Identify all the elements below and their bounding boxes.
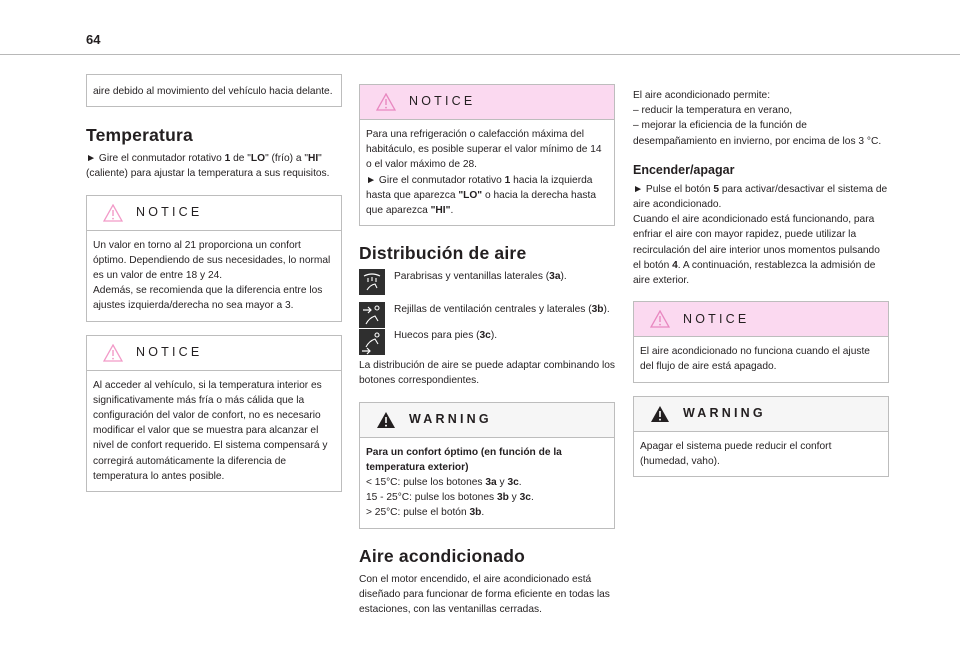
notice-text: El aire acondicionado no funciona cuando el ajuste del flujo de aire está apagado. bbox=[640, 346, 870, 373]
column-2 bbox=[359, 84, 615, 617]
caution-triangle-icon bbox=[376, 93, 396, 111]
caution-triangle-icon bbox=[650, 310, 670, 328]
caution-triangle-icon bbox=[103, 344, 123, 362]
notice-text: Para una refrigeración o calefacción máxima del habitáculo, es posible superar el valor mínimo de 14 o el valor máximo de 28. bbox=[366, 129, 602, 171]
ac-intro: El aire acondicionado permite: bbox=[633, 90, 771, 101]
notice-text: Al acceder al vehículo, si la temperatura interior es significativamente más fría o más cálida que la configuración del valor de confort, no es necesario modificar el valor que se muestra para alcanzar el nivel de confort requerido. El sistema compensará y corregirá automáticamente la diferencia de temperatura lo antes posible. bbox=[93, 379, 328, 482]
warning-box-off bbox=[633, 396, 889, 477]
warning-box-comfort bbox=[359, 402, 615, 529]
header-rule bbox=[0, 54, 960, 55]
warning-title: WARNING bbox=[409, 412, 492, 427]
continued-text: aire debido al movimiento del vehículo hacia delante. bbox=[93, 86, 333, 97]
notice-text: Además, se recomienda que la diferencia entre los ajustes izquierda/derecha no sea mayor a 3. bbox=[93, 285, 323, 312]
section-heading-distribucion: Distribución de aire bbox=[359, 243, 527, 264]
ac-bullet: – mejorar la eficiencia de la función de desempañamiento en invierno, por encima de los 3 °C. bbox=[633, 120, 882, 147]
notice-header bbox=[360, 85, 614, 120]
page-number: 64 bbox=[86, 32, 101, 47]
air-item-feet bbox=[359, 321, 615, 355]
column-1 bbox=[86, 74, 342, 492]
notice-header bbox=[634, 302, 888, 337]
air-item-text: Parabrisas y ventanillas laterales (3a). bbox=[394, 271, 567, 283]
air-distribution-note: La distribución de aire se puede adaptar combinando los botones correspondientes. bbox=[359, 360, 615, 387]
warning-text: Apagar el sistema puede reducir el confort (humedad, vaho). bbox=[640, 440, 832, 467]
notice-box-airflow bbox=[633, 301, 889, 382]
continued-text-box bbox=[86, 74, 342, 107]
windscreen-vent-icon bbox=[359, 269, 385, 295]
notice-box-max bbox=[359, 84, 615, 226]
foot-vent-icon bbox=[359, 329, 385, 355]
onoff-instruction: ► Pulse el botón 5 para activar/desactivar el sistema de aire acondicionado. bbox=[633, 183, 888, 211]
face-vent-icon bbox=[359, 302, 385, 328]
section-heading-temperatura: Temperatura bbox=[86, 125, 193, 146]
notice-title: NOTICE bbox=[136, 205, 203, 219]
warning-title: WARNING bbox=[683, 406, 766, 421]
air-item-text: Rejillas de ventilación centrales y laterales (3b). bbox=[394, 304, 610, 316]
notice-header bbox=[87, 336, 341, 371]
notice-box-entry bbox=[86, 335, 342, 492]
notice-box-comfort bbox=[86, 195, 342, 322]
caution-triangle-icon bbox=[103, 204, 123, 222]
warning-row: 15 - 25°C: pulse los botones 3b y 3c. bbox=[366, 492, 534, 504]
warning-triangle-icon bbox=[650, 405, 670, 423]
warning-intro: Para un confort óptimo (en función de la temperatura exterior) bbox=[366, 446, 562, 473]
notice-title: NOTICE bbox=[136, 345, 203, 360]
column-3 bbox=[633, 88, 889, 477]
notice-instruction: ► Gire el conmutador rotativo 1 hacia la izquierda hasta que aparezca "LO" o hacia la derecha hasta que aparezca "HI". bbox=[366, 174, 596, 217]
notice-header bbox=[87, 196, 341, 231]
air-item-windscreen bbox=[359, 269, 615, 295]
warning-triangle-icon bbox=[376, 411, 396, 429]
ac-bullet: – reducir la temperatura en verano, bbox=[633, 105, 793, 117]
warning-header bbox=[634, 397, 888, 432]
recirculation-text: Cuando el aire acondicionado está funcionando, para enfriar el aire con mayor rapidez, puede utilizar la recirculación del aire interior unos momentos pulsando el botón 4. A continuación, restablezca la admisión de aire exterior. bbox=[633, 214, 880, 287]
section-heading-aire-acondicionado: Aire acondicionado bbox=[359, 545, 525, 566]
temperature-instruction: ► Gire el conmutador rotativo 1 de "LO" (frío) a "HI" (caliente) para ajustar la temperatura a sus requisitos. bbox=[86, 153, 330, 180]
warning-row: < 15°C: pulse los botones 3a y 3c. bbox=[366, 477, 522, 489]
notice-title: NOTICE bbox=[409, 94, 476, 109]
ac-description: Con el motor encendido, el aire acondicionado está diseñado para funcionar de forma eficiente en todas las estaciones, con las ventanillas cerradas. bbox=[359, 573, 610, 616]
notice-title: NOTICE bbox=[683, 311, 750, 326]
warning-row: > 25°C: pulse el botón 3b. bbox=[366, 507, 485, 519]
air-item-text: Huecos para pies (3c). bbox=[394, 330, 498, 342]
warning-header bbox=[360, 403, 614, 438]
subheading-encender-apagar: Encender/apagar bbox=[633, 162, 735, 177]
notice-text: Un valor en torno al 21 proporciona un confort óptimo. Dependiendo de sus necesidades, lo normal es un valor de entre 18 y 24. bbox=[93, 239, 331, 282]
